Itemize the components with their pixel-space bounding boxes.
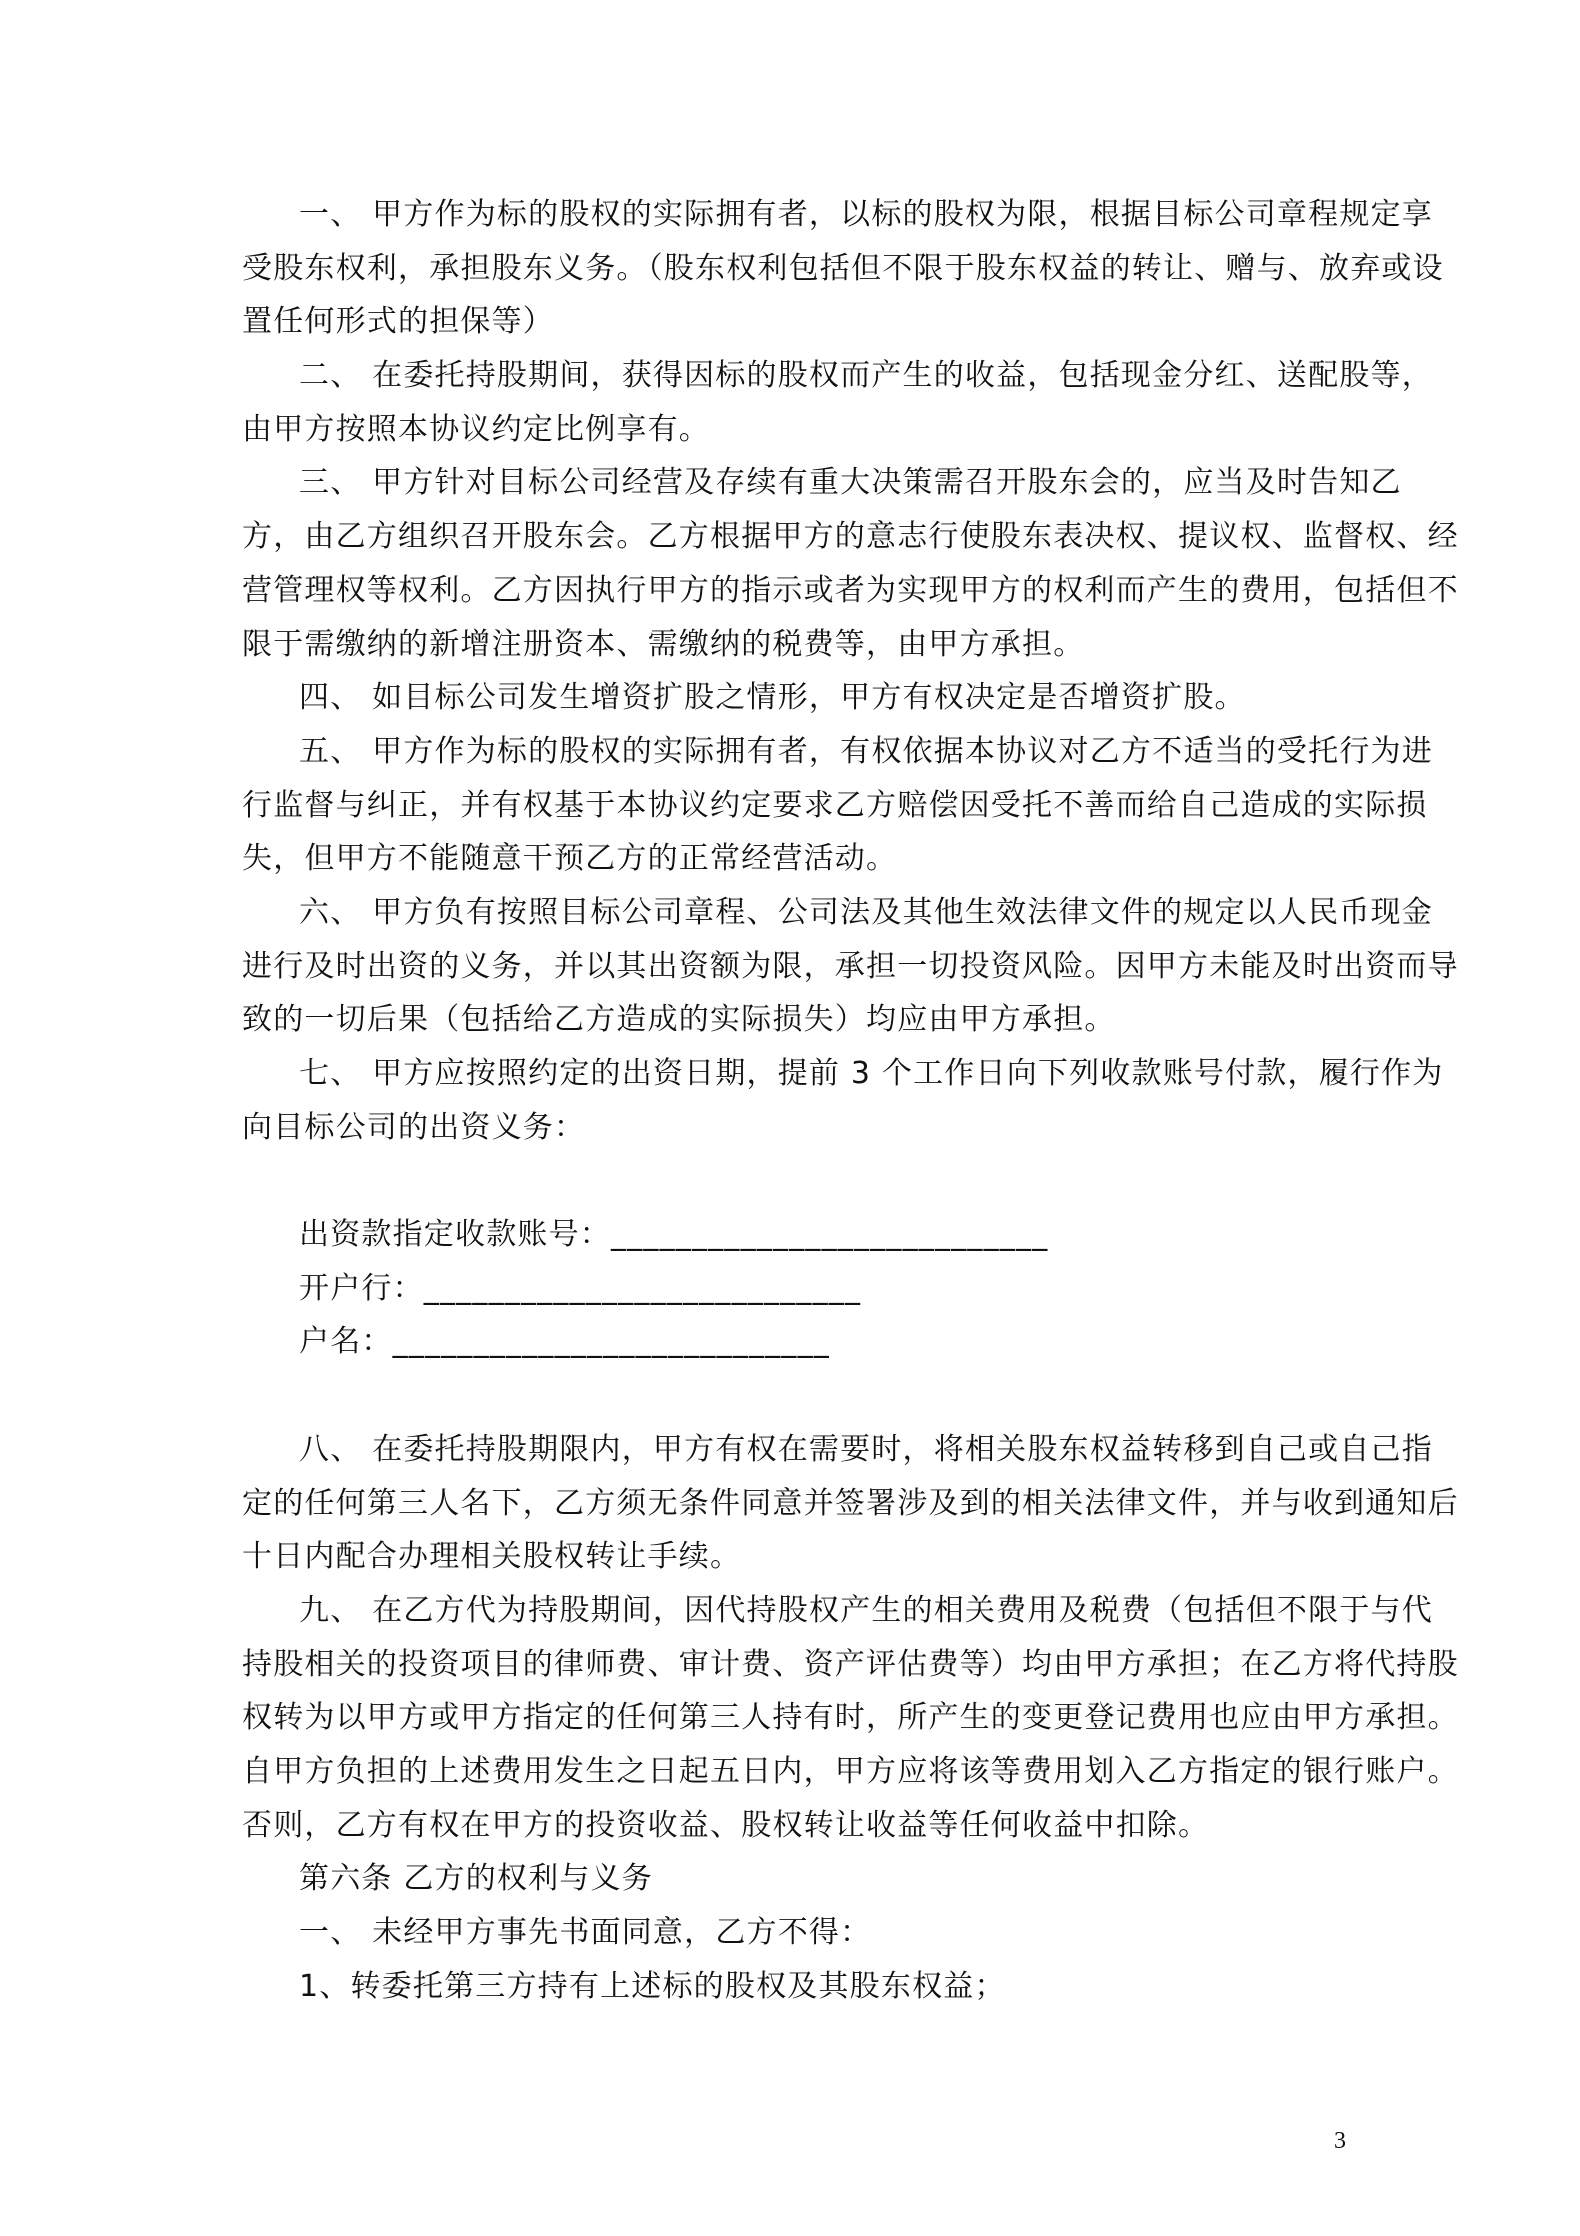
text-line: 六、 甲方负有按照目标公司章程、公司法及其他生效法律文件的规定以人民币现金 <box>299 894 1433 930</box>
text-line: 户名：___________________________ <box>299 1324 830 1360</box>
text-line: 二、 在委托持股期间，获得因标的股权而产生的收益，包括现金分红、送配股等， <box>299 358 1433 394</box>
text-line: 持股相关的投资项目的律师费、审计费、资产评估费等）均由甲方承担；在乙方将代持股 <box>242 1646 1459 1682</box>
text-line: 方，由乙方组织召开股东会。乙方根据甲方的意志行使股东表决权、提议权、监督权、经 <box>242 519 1459 555</box>
text-line: 出资款指定收款账号：___________________________ <box>299 1217 1049 1253</box>
text-line: 一、 甲方作为标的股权的实际拥有者，以标的股权为限，根据目标公司章程规定享 <box>299 197 1433 232</box>
document-body <box>242 188 1459 2013</box>
text-line: 限于需缴纳的新增注册资本、需缴纳的税费等，由甲方承担。 <box>242 626 1085 662</box>
text-line: 四、 如目标公司发生增资扩股之情形，甲方有权决定是否增资扩股。 <box>299 680 1246 716</box>
text-line: 权转为以甲方或甲方指定的任何第三人持有时，所产生的变更登记费用也应由甲方承担。 <box>242 1700 1459 1736</box>
text-line: 受股东权利，承担股东义务。（股东权利包括但不限于股东权益的转让、赠与、放弃或设 <box>242 250 1444 286</box>
page-number: 3 <box>1334 2128 1346 2154</box>
text-line: 否则，乙方有权在甲方的投资收益、股权转让收益等任何收益中扣除。 <box>242 1807 1210 1843</box>
text-line: 置任何形式的担保等） <box>242 304 554 340</box>
text-line: 1、转委托第三方持有上述标的股权及其股东权益； <box>299 1968 1006 2004</box>
text-line: 八、 在委托持股期限内，甲方有权在需要时，将相关股东权益转移到自己或自己指 <box>299 1431 1433 1467</box>
text-line: 五、 甲方作为标的股权的实际拥有者，有权依据本协议对乙方不适当的受托行为进 <box>299 733 1433 769</box>
text-line: 定的任何第三人名下，乙方须无条件同意并签署涉及到的相关法律文件，并与收到通知后 <box>242 1485 1459 1521</box>
blank-line <box>242 1154 1352 1208</box>
text-line: 失，但甲方不能随意干预乙方的正常经营活动。 <box>242 841 898 877</box>
text-line: 行监督与纠正，并有权基于本协议约定要求乙方赔偿因受托不善而给自己造成的实际损 <box>242 787 1428 823</box>
text-line: 营管理权等权利。乙方因执行甲方的指示或者为实现甲方的权利而产生的费用，包括但不 <box>242 572 1459 608</box>
text-line: 向目标公司的出资义务： <box>242 1109 586 1145</box>
text-line: 开户行：___________________________ <box>299 1270 862 1306</box>
text-line: 九、 在乙方代为持股期间，因代持股权产生的相关费用及税费（包括但不限于与代 <box>299 1592 1433 1628</box>
text-line: 第六条 乙方的权利与义务 <box>299 1861 653 1897</box>
text-line: 三、 甲方针对目标公司经营及存续有重大决策需召开股东会的，应当及时告知乙 <box>299 465 1402 501</box>
text-line: 由甲方按照本协议约定比例享有。 <box>242 411 710 447</box>
text-line: 致的一切后果（包括给乙方造成的实际损失）均应由甲方承担。 <box>242 1002 1116 1038</box>
text-line: 七、 甲方应按照约定的出资日期，提前 3 个工作日向下列收款账号付款，履行作为 <box>299 1056 1444 1091</box>
text-line: 自甲方负担的上述费用发生之日起五日内，甲方应将该等费用划入乙方指定的银行账户。 <box>242 1753 1459 1789</box>
text-line: 进行及时出资的义务，并以其出资额为限，承担一切投资风险。因甲方未能及时出资而导 <box>242 948 1459 984</box>
text-line: 一、 未经甲方事先书面同意，乙方不得： <box>299 1915 872 1950</box>
blank-line <box>242 1369 1352 1423</box>
text-line: 十日内配合办理相关股权转让手续。 <box>242 1539 742 1575</box>
